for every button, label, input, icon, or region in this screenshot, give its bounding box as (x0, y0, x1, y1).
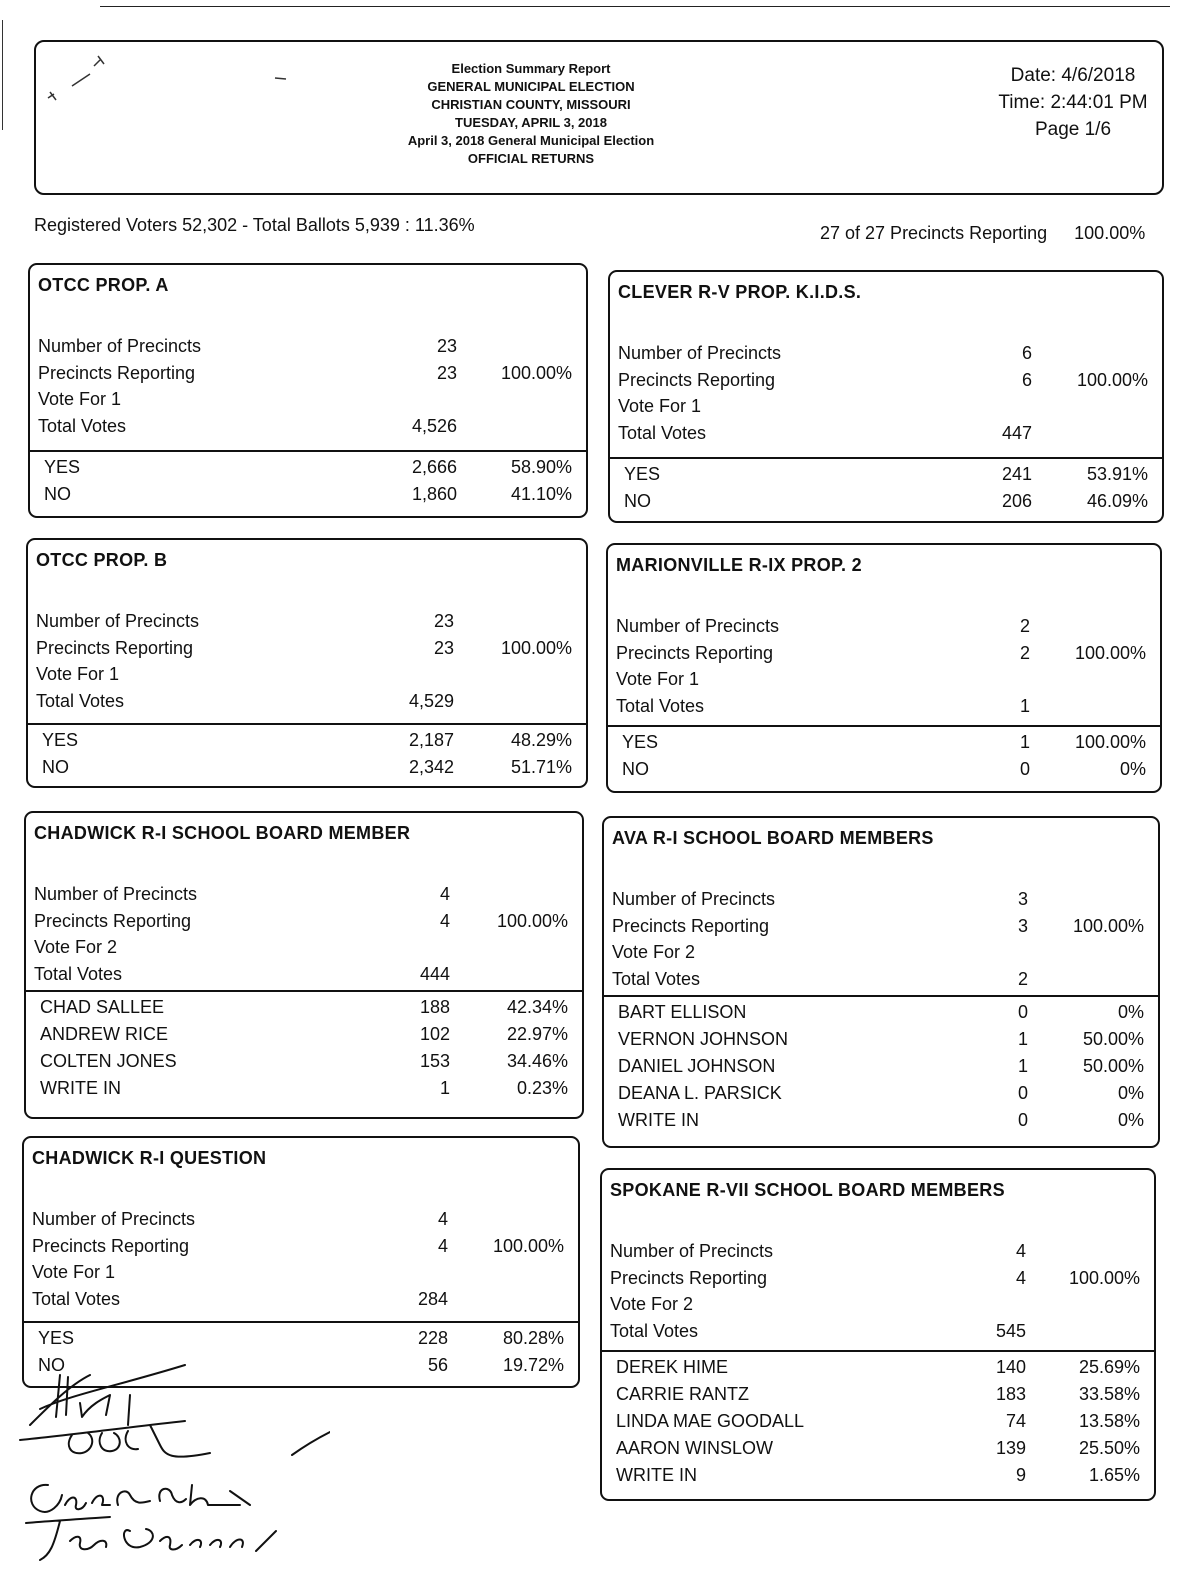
signature-1-drawing (30, 1365, 185, 1425)
stat-label: Precincts Reporting (36, 637, 194, 658)
precincts-reporting-summary (820, 223, 1145, 244)
stat-value: 3 (1017, 889, 1028, 909)
choice-name: YES (622, 732, 659, 752)
stat-label: Precincts Reporting (616, 642, 774, 663)
contest-stat-row (618, 420, 1154, 446)
choice-name: YES (624, 464, 661, 484)
contest-stat-row (612, 939, 1150, 965)
choice-name: YES (38, 1328, 75, 1348)
stat-value: 4 (439, 884, 450, 904)
contest-title: CHADWICK R-I QUESTION (32, 1148, 267, 1168)
stat-value: 2 (1017, 968, 1028, 989)
contest-title: CHADWICK R-I SCHOOL BOARD MEMBER (34, 823, 411, 843)
contest-stat-row (618, 340, 1154, 366)
vote-percent: 51.71% (510, 757, 572, 777)
stat-label: Total Votes (610, 1320, 699, 1341)
stat-label: Number of Precincts (36, 611, 200, 631)
contest-result-row (612, 1053, 1150, 1079)
contest-box (22, 1136, 580, 1388)
choice-name: WRITE IN (40, 1078, 121, 1098)
precincts-reporting-text: 27 of 27 Precincts Reporting (820, 223, 1048, 243)
stat-label: Number of Precincts (34, 884, 198, 904)
stat-value: 4 (437, 1209, 448, 1229)
vote-percent: 0% (1117, 1083, 1144, 1103)
contest-result-row (618, 488, 1154, 514)
choice-name: BART ELLISON (618, 1002, 747, 1022)
stat-value: 4 (1015, 1267, 1026, 1288)
contest-stat-row (38, 333, 578, 359)
stat-value: 1 (1019, 695, 1030, 716)
contest-result-row (616, 756, 1152, 782)
contest-stat-row (32, 1233, 570, 1259)
stat-label: Total Votes (618, 422, 707, 443)
stat-percent: 100.00% (1068, 1267, 1140, 1288)
section-divider (28, 723, 586, 725)
stat-value: 444 (419, 963, 450, 984)
choice-name: YES (42, 730, 79, 750)
section-divider (604, 995, 1158, 997)
vote-count: 1,860 (411, 484, 457, 504)
contest-title: CLEVER R-V PROP. K.I.D.S. (618, 282, 862, 302)
vote-count: 2,187 (408, 730, 454, 750)
stat-value: 23 (433, 611, 454, 631)
contest-stat-row (32, 1206, 570, 1232)
contest-stat-row (34, 961, 574, 987)
contest-result-row (612, 1026, 1150, 1052)
contest-stat-row (610, 1265, 1146, 1291)
stat-value: 23 (436, 362, 457, 383)
contest-stat-row (38, 413, 578, 439)
choice-name: NO (38, 1355, 65, 1375)
contest-title: OTCC PROP. B (36, 550, 168, 570)
stat-label: Total Votes (32, 1288, 121, 1309)
vote-percent: 19.72% (502, 1355, 564, 1375)
vote-percent: 33.58% (1078, 1384, 1140, 1404)
section-divider (602, 1350, 1154, 1352)
contest-result-row (618, 461, 1154, 487)
choice-name: NO (42, 757, 69, 777)
choice-name: DANIEL JOHNSON (618, 1056, 776, 1076)
vote-percent: 80.28% (502, 1328, 564, 1348)
choice-name: CHAD SALLEE (40, 997, 165, 1017)
contest-stat-row (610, 1238, 1146, 1264)
stat-value: 2 (1019, 616, 1030, 636)
vote-count: 241 (1001, 464, 1032, 484)
vote-count: 1 (1019, 732, 1030, 752)
vote-percent: 13.58% (1078, 1411, 1140, 1431)
scan-top-edge-line (100, 6, 1170, 7)
stat-label: Total Votes (34, 963, 123, 984)
contest-box (606, 543, 1162, 793)
vote-percent: 48.29% (510, 730, 572, 750)
choice-name: COLTEN JONES (40, 1051, 177, 1071)
contest-stat-row (610, 1318, 1146, 1344)
contest-stat-row (610, 1291, 1146, 1317)
report-title-line: Election Summary Report (451, 61, 611, 76)
contest-title: AVA R-I SCHOOL BOARD MEMBERS (612, 828, 934, 848)
contest-result-row (34, 1021, 574, 1047)
vote-count: 183 (995, 1384, 1026, 1404)
section-divider (30, 450, 586, 452)
contest-title: MARIONVILLE R-IX PROP. 2 (616, 555, 862, 575)
contest-stat-row (36, 608, 578, 634)
contest-result-row (610, 1381, 1146, 1407)
stat-label: Vote For 1 (32, 1262, 116, 1282)
stat-value: 545 (995, 1320, 1026, 1341)
signature-2-drawing (20, 1421, 210, 1457)
contest-result-row (38, 454, 578, 480)
scan-left-edge-mark (2, 20, 3, 130)
vote-count: 140 (995, 1357, 1026, 1377)
stat-label: Number of Precincts (616, 616, 780, 636)
contest-result-row (38, 481, 578, 507)
stat-label: Vote For 2 (612, 942, 696, 962)
stat-value: 447 (1001, 422, 1032, 443)
contest-stat-row (36, 635, 578, 661)
contest-stat-row (616, 693, 1152, 719)
report-meta (988, 62, 1158, 143)
choice-name: NO (622, 759, 649, 779)
vote-percent: 41.10% (510, 484, 572, 504)
contest-stat-row (34, 881, 574, 907)
stat-value: 23 (433, 637, 454, 658)
stat-label: Precincts Reporting (38, 362, 196, 383)
vote-percent: 0% (1117, 1110, 1144, 1130)
contest-stat-row (618, 367, 1154, 393)
contest-result-row (610, 1435, 1146, 1461)
contest-result-row (610, 1462, 1146, 1488)
vote-count: 0 (1017, 1110, 1028, 1130)
vote-count: 1 (1017, 1029, 1028, 1049)
choice-name: ANDREW RICE (40, 1024, 169, 1044)
section-divider (24, 1321, 578, 1323)
section-divider (608, 725, 1160, 727)
contest-result-row (34, 994, 574, 1020)
vote-count: 102 (419, 1024, 450, 1044)
vote-count: 1 (1017, 1056, 1028, 1076)
contest-title: SPOKANE R-VII SCHOOL BOARD MEMBERS (610, 1180, 1005, 1200)
vote-percent: 50.00% (1082, 1056, 1144, 1076)
choice-name: DEREK HIME (616, 1357, 729, 1377)
report-title-line: TUESDAY, APRIL 3, 2018 (455, 115, 607, 130)
stat-percent: 100.00% (496, 910, 568, 931)
contest-stat-row (612, 913, 1150, 939)
stat-label: Precincts Reporting (612, 915, 770, 936)
stat-label: Precincts Reporting (34, 910, 192, 931)
vote-count: 228 (417, 1328, 448, 1348)
contest-result-row (616, 729, 1152, 755)
stat-value: 4 (437, 1235, 448, 1256)
stat-value: 4,526 (411, 415, 457, 436)
vote-count: 0 (1017, 1002, 1028, 1022)
choice-name: NO (44, 484, 71, 504)
stat-label: Total Votes (616, 695, 705, 716)
vote-percent: 0.23% (516, 1078, 568, 1098)
vote-count: 139 (995, 1438, 1026, 1458)
stat-label: Total Votes (38, 415, 127, 436)
stat-label: Vote For 2 (610, 1294, 694, 1314)
contest-stat-row (38, 386, 578, 412)
pen-mark-icon (274, 76, 288, 82)
contest-result-row (612, 1080, 1150, 1106)
stat-percent: 100.00% (492, 1235, 564, 1256)
contest-box (24, 811, 584, 1119)
report-title-line: GENERAL MUNICIPAL ELECTION (427, 79, 635, 94)
stat-value: 6 (1021, 343, 1032, 363)
stat-value: 2 (1019, 642, 1030, 663)
registered-voters-summary: Registered Voters 52,302 - Total Ballots 5,939 : 11.36% (34, 215, 475, 235)
choice-name: YES (44, 457, 81, 477)
report-title-line: OFFICIAL RETURNS (467, 151, 595, 166)
stat-value: 4,529 (408, 690, 454, 711)
stat-label: Number of Precincts (618, 343, 782, 363)
vote-percent: 53.91% (1086, 464, 1148, 484)
contest-result-row (610, 1408, 1146, 1434)
contest-box (602, 816, 1160, 1148)
contest-stat-row (38, 360, 578, 386)
report-header (34, 40, 1164, 195)
contest-result-row (36, 727, 578, 753)
choice-name: AARON WINSLOW (616, 1438, 774, 1458)
vote-count: 188 (419, 997, 450, 1017)
contest-stat-row (616, 666, 1152, 692)
contest-stat-row (36, 661, 578, 687)
stat-label: Precincts Reporting (618, 369, 776, 390)
report-date: Date: 4/6/2018 (1010, 65, 1136, 86)
stat-label: Number of Precincts (610, 1241, 774, 1261)
vote-count: 1 (439, 1078, 450, 1098)
vote-percent: 25.50% (1078, 1438, 1140, 1458)
pen-mark-icon (42, 50, 122, 110)
contest-result-row (36, 754, 578, 780)
contest-stat-row (34, 908, 574, 934)
contest-result-row (34, 1048, 574, 1074)
vote-count: 2,666 (411, 457, 457, 477)
vote-percent: 42.34% (506, 997, 568, 1017)
vote-percent: 1.65% (1088, 1465, 1140, 1485)
vote-percent: 0% (1119, 759, 1146, 779)
choice-name: NO (624, 491, 651, 511)
section-divider (610, 457, 1162, 459)
stat-value: 3 (1017, 915, 1028, 936)
report-title-block (336, 60, 726, 168)
contest-result-row (612, 999, 1150, 1025)
vote-count: 56 (427, 1355, 448, 1375)
stat-value: 6 (1021, 369, 1032, 390)
contest-box (28, 263, 588, 518)
precincts-reporting-pct: 100.00% (1074, 223, 1146, 243)
contest-stat-row (32, 1286, 570, 1312)
contest-box (600, 1168, 1156, 1501)
stat-label: Vote For 1 (616, 669, 700, 689)
contest-stat-row (612, 886, 1150, 912)
contest-stat-row (618, 393, 1154, 419)
contest-stat-row (34, 934, 574, 960)
signature-4-drawing (26, 1517, 276, 1560)
stat-label: Vote For 1 (38, 389, 122, 409)
choice-name: WRITE IN (618, 1110, 699, 1130)
stat-label: Precincts Reporting (610, 1267, 768, 1288)
choice-name: WRITE IN (616, 1465, 697, 1485)
vote-percent: 46.09% (1086, 491, 1148, 511)
vote-percent: 58.90% (510, 457, 572, 477)
choice-name: VERNON JOHNSON (618, 1029, 789, 1049)
stat-label: Number of Precincts (32, 1209, 196, 1229)
vote-count: 9 (1015, 1465, 1026, 1485)
stat-value: 4 (439, 910, 450, 931)
stat-value: 23 (436, 336, 457, 356)
signature-3-drawing (31, 1485, 250, 1512)
signature-extra-stroke (292, 1403, 330, 1455)
stat-value: 4 (1015, 1241, 1026, 1261)
vote-percent: 34.46% (506, 1051, 568, 1071)
stat-label: Vote For 1 (618, 396, 702, 416)
stat-label: Vote For 1 (36, 664, 120, 684)
choice-name: DEANA L. PARSICK (618, 1083, 782, 1103)
vote-percent: 0% (1117, 1002, 1144, 1022)
report-title-line: April 3, 2018 General Municipal Election (407, 133, 655, 148)
contest-stat-row (612, 966, 1150, 992)
stat-percent: 100.00% (500, 637, 572, 658)
vote-count: 0 (1017, 1083, 1028, 1103)
stat-label: Number of Precincts (38, 336, 202, 356)
contest-box (26, 538, 588, 788)
report-title-line: CHRISTIAN COUNTY, MISSOURI (431, 97, 631, 112)
vote-percent: 50.00% (1082, 1029, 1144, 1049)
contest-result-row (32, 1325, 570, 1351)
contest-result-row (612, 1107, 1150, 1133)
vote-percent: 100.00% (1074, 732, 1146, 752)
page-number: Page 1/6 (1034, 119, 1112, 140)
vote-percent: 22.97% (506, 1024, 568, 1044)
report-time: Time: 2:44:01 PM (998, 92, 1148, 113)
vote-count: 74 (1005, 1411, 1026, 1431)
contest-box (608, 270, 1164, 523)
vote-count: 2,342 (408, 757, 454, 777)
stat-label: Total Votes (612, 968, 701, 989)
stat-value: 284 (417, 1288, 448, 1309)
stat-percent: 100.00% (500, 362, 572, 383)
contest-result-row (34, 1075, 574, 1101)
choice-name: CARRIE RANTZ (616, 1384, 750, 1404)
contest-stat-row (36, 688, 578, 714)
vote-count: 0 (1019, 759, 1030, 779)
stat-percent: 100.00% (1072, 915, 1144, 936)
contest-stat-row (32, 1259, 570, 1285)
stat-label: Number of Precincts (612, 889, 776, 909)
contest-title: OTCC PROP. A (38, 275, 169, 295)
stat-label: Vote For 2 (34, 937, 118, 957)
stat-percent: 100.00% (1076, 369, 1148, 390)
official-signatures (10, 1355, 330, 1580)
vote-percent: 25.69% (1078, 1357, 1140, 1377)
stat-label: Precincts Reporting (32, 1235, 190, 1256)
stat-percent: 100.00% (1074, 642, 1146, 663)
section-divider (26, 990, 582, 992)
contest-stat-row (616, 613, 1152, 639)
contest-result-row (610, 1354, 1146, 1380)
stat-label: Total Votes (36, 690, 125, 711)
choice-name: LINDA MAE GOODALL (616, 1411, 805, 1431)
vote-count: 206 (1001, 491, 1032, 511)
contest-stat-row (616, 640, 1152, 666)
vote-count: 153 (419, 1051, 450, 1071)
